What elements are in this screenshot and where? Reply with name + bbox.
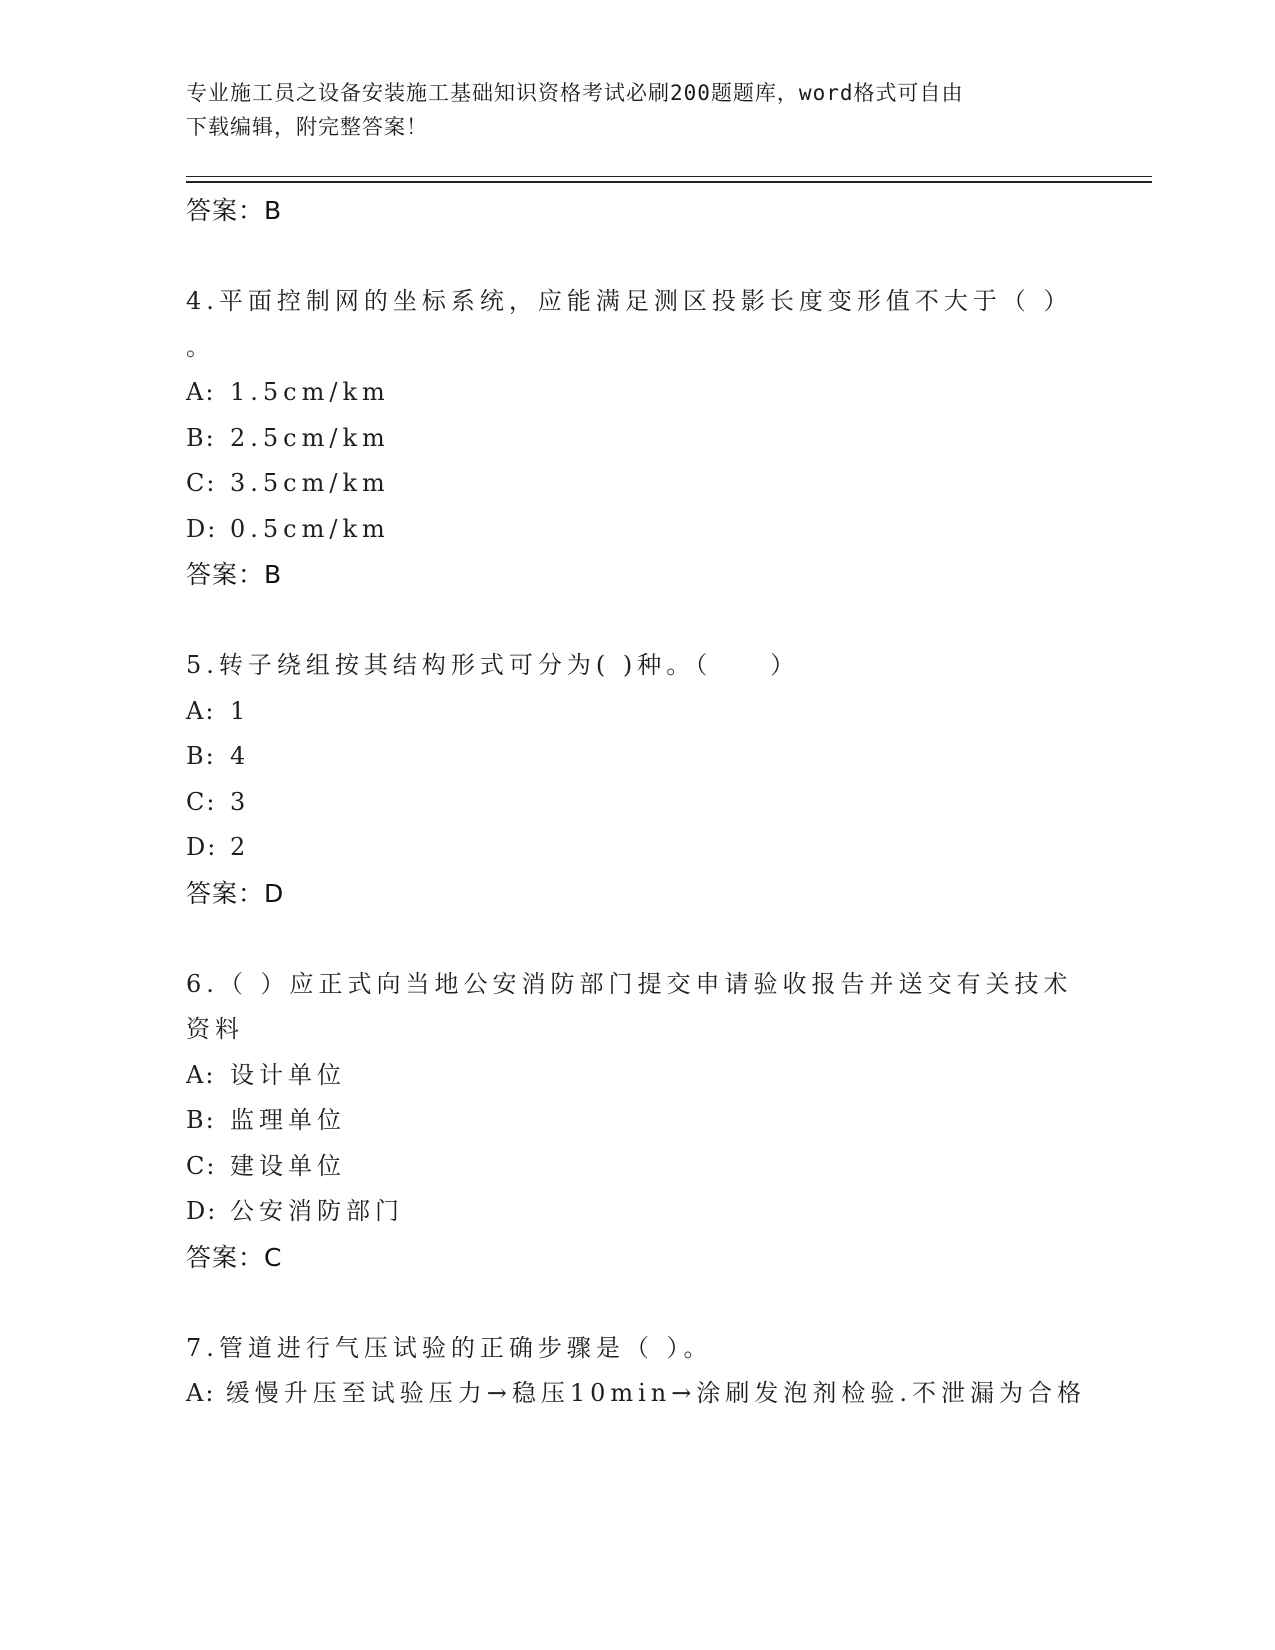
question-list: [186, 188, 1086, 1417]
option-text: 1.5cm/km: [230, 378, 390, 406]
option-letter: A:: [186, 1379, 216, 1407]
spacer: [186, 234, 1086, 280]
option-a: [186, 1053, 1086, 1099]
option-text: 公安消防部门: [230, 1197, 404, 1225]
option-letter: C:: [186, 787, 217, 816]
option-text: 4: [230, 742, 251, 770]
option-c: [186, 780, 1086, 826]
option-text: 2.5cm/km: [230, 423, 390, 452]
option-text: 2: [230, 833, 251, 861]
option-a: [186, 689, 1086, 735]
spacer: [186, 598, 1086, 644]
option-letter: C:: [186, 469, 217, 497]
spacer: [186, 916, 1086, 962]
option-letter: D:: [186, 833, 218, 861]
header-divider-thin: [186, 176, 1152, 177]
option-a: [186, 1371, 1086, 1417]
question-block-7: [186, 1326, 1086, 1417]
header-line-1: 专业施工员之设备安装施工基础知识资格考试必刷200题题库，word格式可自由: [186, 81, 964, 105]
option-letter: A:: [186, 378, 216, 406]
option-d: [186, 1189, 1086, 1235]
option-b: [186, 734, 1086, 780]
header-line-2: 下载编辑，附完整答案！: [186, 115, 428, 139]
option-text: 3: [230, 787, 251, 816]
answer-line: 答案：D: [186, 878, 285, 908]
option-letter: A:: [186, 696, 216, 725]
option-letter: A:: [186, 1060, 216, 1089]
option-b: [186, 416, 1086, 462]
option-d: [186, 825, 1086, 871]
option-letter: B:: [186, 1106, 216, 1134]
option-c: [186, 461, 1086, 507]
question-stem: 6.（ ）应正式向当地公安消防部门提交申请验收报告并送交有关技术: [186, 969, 1073, 998]
option-letter: D:: [186, 514, 218, 543]
option-b: [186, 1098, 1086, 1144]
option-d: [186, 507, 1086, 553]
question-stem-continued: 。: [186, 332, 215, 361]
header-divider-thick: [186, 181, 1152, 183]
spacer: [186, 1280, 1086, 1326]
option-letter: C:: [186, 1151, 217, 1180]
answer-line: 答案：B: [186, 560, 283, 589]
option-text: 1: [230, 696, 251, 725]
question-block-4: [186, 279, 1086, 598]
option-a: [186, 370, 1086, 416]
option-text: 监理单位: [230, 1106, 346, 1134]
question-stem: 5.转子绕组按其结构形式可分为( )种。（ ）: [186, 651, 800, 679]
option-letter: B:: [186, 742, 216, 770]
document-header: [186, 76, 1076, 144]
option-text: 设计单位: [230, 1060, 346, 1089]
question-stem: 4.平面控制网的坐标系统，应能满足测区投影长度变形值不大于（ ）: [186, 287, 1073, 315]
option-letter: B:: [186, 423, 216, 452]
option-letter: D:: [186, 1197, 218, 1225]
option-c: [186, 1144, 1086, 1190]
option-text: 3.5cm/km: [230, 469, 390, 497]
answer-line: 答案：B: [186, 196, 283, 225]
question-stem: 7.管道进行气压试验的正确步骤是（ ）。: [186, 1333, 713, 1362]
question-stem-continued: 资料: [186, 1015, 244, 1043]
answer-line: 答案：C: [186, 1242, 283, 1272]
option-text: 建设单位: [230, 1151, 346, 1180]
question-block-5: [186, 643, 1086, 916]
option-text: 0.5cm/km: [230, 514, 390, 543]
question-block-6: [186, 962, 1086, 1281]
option-text: 缓慢升压至试验压力→稳压10min→涂刷发泡剂检验.不泄漏为合格: [225, 1379, 1086, 1407]
